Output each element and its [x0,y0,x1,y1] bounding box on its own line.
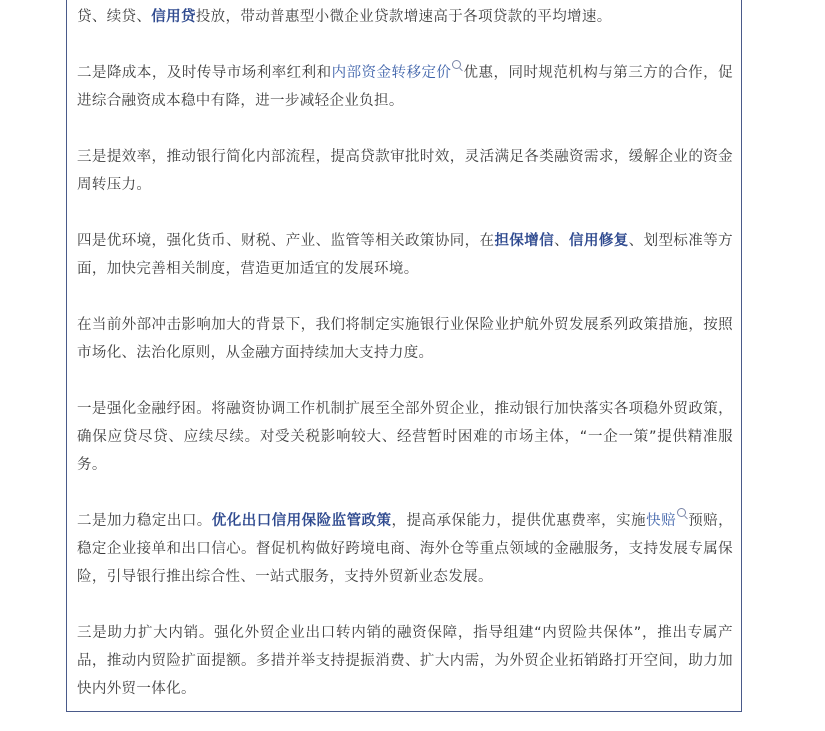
paragraph-text: 三是助力扩大内销。强化外贸企业出口转内销的融资保障，指导组建“内贸险共保体”，推出专属产品，推动内贸险扩面提额。多措并举支持提振消费、扩大内需，为外贸企业拓销路打开空间，助力加快内外贸一体化。 [77,625,733,697]
paragraph-text: 一是强化金融纾困。将融资协调工作机制扩展至全部外贸企业，推动银行加快落实各项稳外贸政策，确保应贷尽贷、应续尽续。对受关税影响较大、经营暂时困难的市场主体，“一企一策”提供精准服务。 [77,401,733,473]
search-icon[interactable] [452,60,461,69]
paragraph-text: 预赔，稳定企业接单和出口信心。督促机构做好跨境电商、海外仓等重点领域的金融服务，支持发展专属保险，引导银行推出综合性、一站式服务，支持外贸新业态发展。 [77,513,733,585]
paragraph [77,59,733,115]
article-body [77,3,733,731]
paragraph [77,619,733,703]
paragraph-text: 在当前外部冲击影响加大的背景下，我们将制定实施银行业保险业护航外贸发展系列政策措施，按照市场化、法治化原则，从金融方面持续加大支持力度。 [77,317,733,361]
paragraph-text: 、 [554,233,570,249]
paragraph-text: 二是降成本，及时传导市场利率红利和 [77,65,332,81]
paragraph [77,311,733,367]
paragraph-text: 、划型标准等方面，加快完善相关制度，营造更加适宜的发展环境。 [77,233,733,277]
highlighted-term: 优化出口信用保险监管政策 [211,513,392,529]
paragraph-text: 优惠，同时规范机构与第三方的合作，促进综合融资成本稳中有降，进一步减轻企业负担。 [77,65,733,109]
paragraph-text: 四是优环境，强化货币、财税、产业、监管等相关政策协同，在 [77,233,495,249]
paragraph-text: 二是加力稳定出口。 [77,513,212,529]
highlighted-term: 信用修复 [569,233,629,249]
paragraph [77,3,733,31]
paragraph-text: 投放，带动普惠型小微企业贷款增速高于各项贷款的平均增速。 [195,9,612,25]
highlighted-term: 信用贷 [151,9,196,25]
search-term-link[interactable]: 快赔 [646,513,677,529]
paragraph-text: 三是提效率，推动银行简化内部流程，提高贷款审批时效，灵活满足各类融资需求，缓解企业的资金周转压力。 [77,149,733,193]
highlighted-term: 担保增信 [494,233,555,249]
search-icon[interactable] [677,508,686,517]
paragraph [77,507,733,591]
paragraph-text: 贷、续贷、 [77,9,152,25]
paragraph [77,395,733,479]
paragraph-text: ，提高承保能力，提供优惠费率，实施 [391,513,647,529]
paragraph [77,143,733,199]
search-term-link[interactable]: 内部资金转移定价 [331,65,452,81]
paragraph [77,227,733,283]
